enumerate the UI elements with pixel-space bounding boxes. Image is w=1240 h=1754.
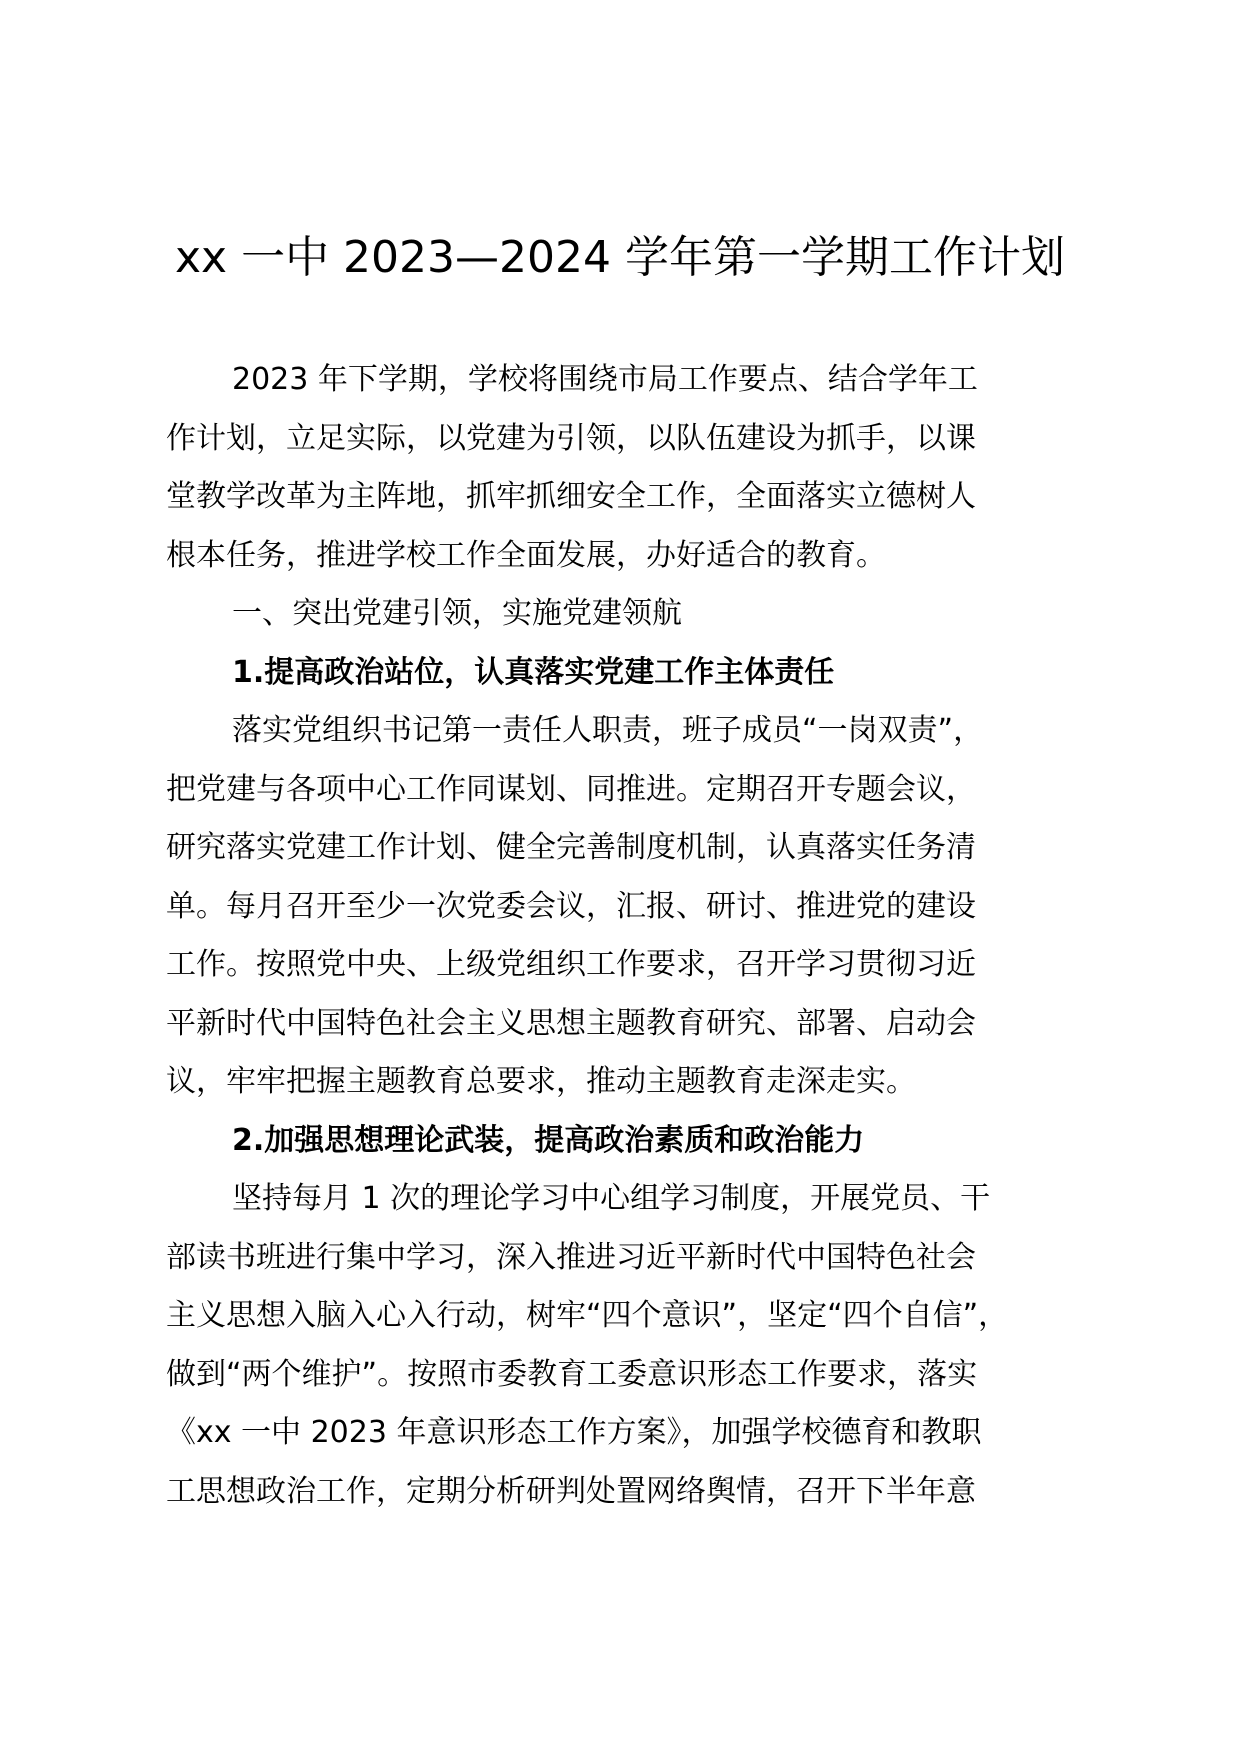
text-line: 主义思想入脑入心入行动，树牢“四个意识”，坚定“四个自信”， <box>166 1298 1009 1333</box>
text-line: 一、突出党建引领，实施党建领航 <box>232 596 682 631</box>
text-line: 根本任务，推进学校工作全面发展，办好适合的教育。 <box>166 537 886 573</box>
text-line: 工作。按照党中央、上级党组织工作要求，召开学习贯彻习近 <box>166 947 976 982</box>
section-heading-line: 1.提高政治站位，认真落实党建工作主体责任 <box>232 654 835 690</box>
text-line: 部读书班进行集中学习，深入推进习近平新时代中国特色社会 <box>166 1239 976 1275</box>
text-line: 堂教学改革为主阵地，抓牢抓细安全工作，全面落实立德树人 <box>166 479 976 514</box>
text-line: 把党建与各项中心工作同谋划、同推进。定期召开专题会议， <box>166 771 976 807</box>
document-title: xx 一中 2023—2024 学年第一学期工作计划 <box>175 232 1065 283</box>
text-line: 做到“两个维护”。按照市委教育工委意识形态工作要求，落实 <box>166 1356 978 1392</box>
text-line: 工思想政治工作，定期分析研判处置网络舆情，召开下半年意 <box>166 1473 976 1509</box>
text-line: 《xx 一中 2023 年意识形态工作方案》，加强学校德育和教职 <box>166 1415 982 1450</box>
text-line: 议，牢牢把握主题教育总要求，推动主题教育走深走实。 <box>166 1064 916 1099</box>
text-line: 2023 年下学期，学校将围绕市局工作要点、结合学年工 <box>232 362 978 397</box>
text-line: 研究落实党建工作计划、健全完善制度机制，认真落实任务清 <box>166 830 976 865</box>
document-body <box>166 351 1086 1521</box>
text-line: 落实党组织书记第一责任人职责，班子成员“一岗双责”， <box>232 713 984 748</box>
text-line: 单。每月召开至少一次党委会议，汇报、研讨、推进党的建设 <box>166 888 976 924</box>
text-line: 作计划，立足实际，以党建为引领，以队伍建设为抓手，以课 <box>166 420 976 456</box>
text-line: 平新时代中国特色社会主义思想主题教育研究、部署、启动会 <box>166 1005 976 1041</box>
text-line: 坚持每月 1 次的理论学习中心组学习制度，开展党员、干 <box>232 1181 991 1216</box>
section-heading-line: 2.加强思想理论武装，提高政治素质和政治能力 <box>232 1122 865 1158</box>
